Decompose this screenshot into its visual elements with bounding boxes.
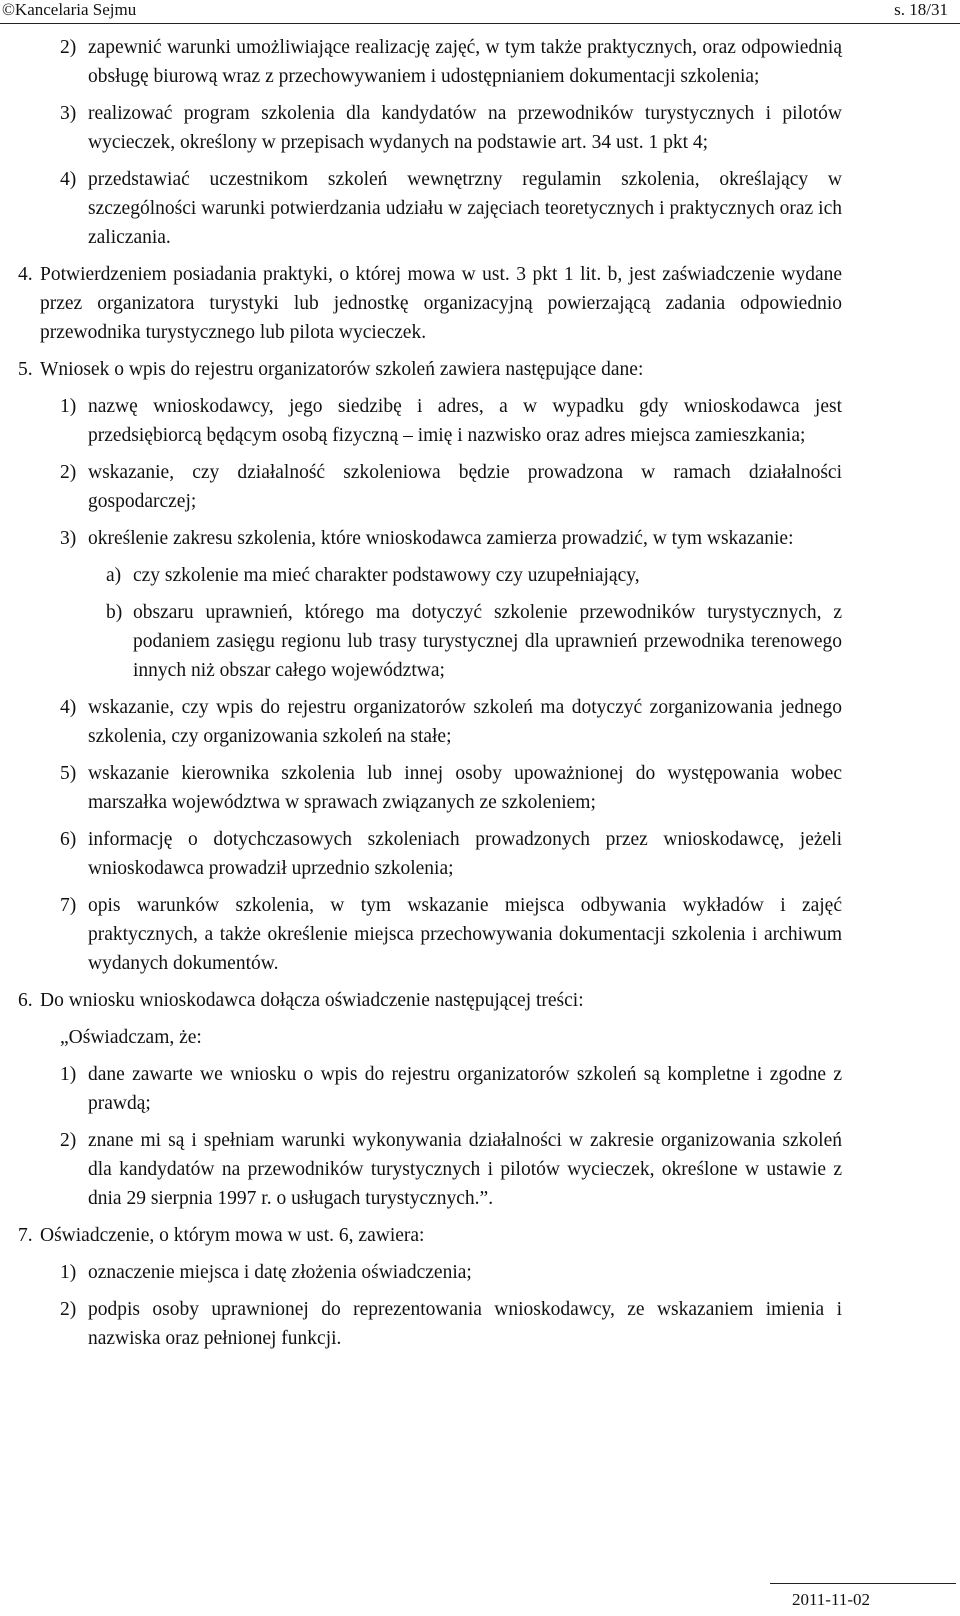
item-number: 1) — [60, 396, 77, 417]
item-text: oznaczenie miejsca i datę złożenia oświadczenia; — [88, 1262, 472, 1283]
item-number: 3) — [60, 528, 77, 549]
item-text: podpis osoby uprawnionej do reprezentowania wnioskodawcy, ze wskazaniem imienia i nazwiska oraz pełnionej funkcji. — [88, 1299, 842, 1349]
item-text: wskazanie, czy działalność szkoleniowa będzie prowadzona w ramach działalności gospodarczej; — [88, 462, 842, 512]
subitem-letter: a) — [106, 565, 122, 586]
item-number: 2) — [60, 1299, 77, 1320]
item-text: znane mi są i spełniam warunki wykonywania działalności w zakresie organizowania szkoleń dla kandydatów na przewodników turystycznych i pilotów wycieczek, określone w ustawie z dnia 29 sierpnia 1997 r. o usługach turystycznych.”. — [88, 1130, 842, 1209]
item-number: 3) — [60, 103, 77, 124]
item-text: zapewnić warunki umożliwiające realizację zajęć, w tym także praktycznych, oraz odpowiednią obsługę biurową wraz z przechowywaniem i udostępnianiem dokumentacji szkolenia; — [88, 37, 842, 87]
paragraph-item — [0, 99, 842, 157]
section-number: 5. — [18, 359, 33, 380]
subitem-letter: b) — [106, 602, 123, 623]
item-number: 2) — [60, 1130, 77, 1151]
paragraph-item — [0, 1060, 842, 1118]
paragraph-item — [0, 33, 842, 91]
paragraph-item — [0, 1295, 842, 1353]
paragraph-item — [0, 458, 842, 516]
section-paragraph — [0, 1221, 842, 1250]
item-text: określenie zakresu szkolenia, które wnioskodawca zamierza prowadzić, w tym wskazanie: — [88, 528, 794, 549]
subitem-text: obszaru uprawnień, którego ma dotyczyć szkolenie przewodników turystycznych, z podaniem zasięgu regionu lub trasy turystycznej dla uprawnień przewodnika terenowego innych niż obszar całego województwa; — [133, 602, 842, 681]
paragraph-item — [0, 825, 842, 883]
item-number: 1) — [60, 1262, 77, 1283]
item-number: 7) — [60, 895, 77, 916]
subitem — [0, 561, 842, 590]
paragraph-item — [0, 693, 842, 751]
paragraph-item — [0, 392, 842, 450]
paragraph-item — [0, 165, 842, 252]
document-body — [0, 33, 960, 1361]
section-paragraph — [0, 986, 842, 1015]
paragraph-item — [0, 891, 842, 978]
section-number: 4. — [18, 264, 33, 285]
item-number: 1) — [60, 1064, 77, 1085]
quote-intro — [0, 1023, 842, 1052]
paragraph-item — [0, 759, 842, 817]
paragraph-item — [0, 1126, 842, 1213]
item-text: nazwę wnioskodawcy, jego siedzibę i adres, a w wypadku gdy wnioskodawca jest przedsiębiorcą będącym osobą fizyczną – imię i nazwisko oraz adres miejsca zamieszkania; — [88, 396, 842, 446]
item-text: przedstawiać uczestnikom szkoleń wewnętrzny regulamin szkolenia, określający w szczególności warunki potwierdzania udziału w zajęciach teoretycznych i praktycznych oraz ich zaliczania. — [88, 169, 842, 248]
item-text: dane zawarte we wniosku o wpis do rejestru organizatorów szkoleń są kompletne i zgodne z prawdą; — [88, 1064, 842, 1114]
subitem — [0, 598, 842, 685]
paragraph-item — [0, 524, 842, 553]
item-text: opis warunków szkolenia, w tym wskazanie miejsca odbywania wykładów i zajęć praktycznych, a także określenie miejsca przechowywania dokumentacji szkolenia i archiwum wydanych dokumentów. — [88, 895, 842, 974]
section-number: 7. — [18, 1225, 33, 1246]
section-text: Do wniosku wnioskodawca dołącza oświadczenie następującej treści: — [40, 990, 584, 1011]
item-text: wskazanie kierownika szkolenia lub innej osoby upoważnionej do występowania wobec marszałka województwa w sprawach związanych ze szkoleniem; — [88, 763, 842, 813]
section-text: Potwierdzeniem posiadania praktyki, o której mowa w ust. 3 pkt 1 lit. b, jest zaświadczenie wydane przez organizatora turystyki lub jednostkę organizacyjną powierzającą zadania odpowiednio przewodnika turystycznego lub pilota wycieczek. — [40, 264, 842, 343]
item-number: 2) — [60, 462, 77, 483]
header-rule — [0, 23, 960, 24]
subitem-text: czy szkolenie ma mieć charakter podstawowy czy uzupełniający, — [133, 565, 640, 586]
item-text: informację o dotychczasowych szkoleniach prowadzonych przez wnioskodawcę, jeżeli wnioskodawca prowadził uprzednio szkolenia; — [88, 829, 842, 879]
item-number: 6) — [60, 829, 77, 850]
item-text: realizować program szkolenia dla kandydatów na przewodników turystycznych i pilotów wycieczek, określony w przepisach wydanych na podstawie art. 34 ust. 1 pkt 4; — [88, 103, 842, 153]
quote-intro-text: „Oświadczam, że: — [60, 1027, 202, 1048]
footer-rule — [770, 1583, 956, 1584]
section-paragraph — [0, 355, 842, 384]
section-text: Wniosek o wpis do rejestru organizatorów szkoleń zawiera następujące dane: — [40, 359, 644, 380]
section-text: Oświadczenie, o którym mowa w ust. 6, zawiera: — [40, 1225, 425, 1246]
section-number: 6. — [18, 990, 33, 1011]
item-number: 2) — [60, 37, 77, 58]
item-number: 4) — [60, 697, 77, 718]
item-number: 4) — [60, 169, 77, 190]
header-page-number: s. 18/31 — [894, 0, 948, 19]
item-text: wskazanie, czy wpis do rejestru organizatorów szkoleń ma dotyczyć zorganizowania jednego szkolenia, czy organizowania szkoleń na stałe; — [88, 697, 842, 747]
paragraph-item — [0, 1258, 842, 1287]
section-paragraph — [0, 260, 842, 347]
item-number: 5) — [60, 763, 77, 784]
header-copyright: ©Kancelaria Sejmu — [2, 0, 137, 19]
footer-date: 2011-11-02 — [791, 1590, 870, 1609]
